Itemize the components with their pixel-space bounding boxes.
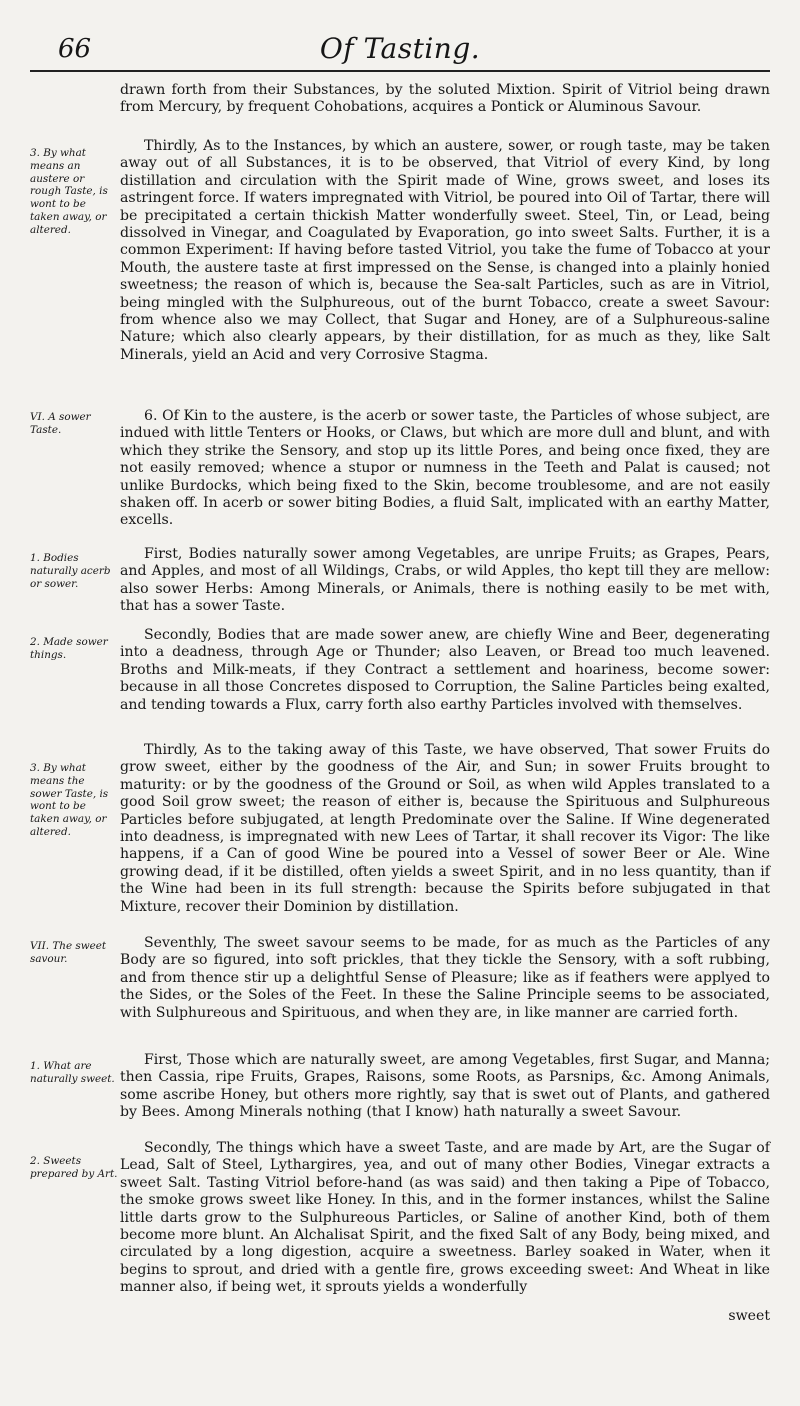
body-paragraph: First, Bodies naturally sower among Vegetables, are unripe Fruits; as Grapes, Pears, and Apples, and most of all Wildings, Crabs, or wild Apples, tho kept till they are mellow: also sower Herbs: Among Minerals, or Animals, there is nothing easily to be met with, that has a sower Taste. bbox=[120, 546, 770, 615]
page-header bbox=[30, 28, 770, 72]
running-title: Of Tasting. bbox=[319, 32, 481, 65]
header-rule bbox=[30, 70, 770, 72]
body-paragraph: Thirdly, As to the taking away of this Taste, we have observed, That sower Fruits do grow sweet, either by the goodness of the Air, and Sun; in sower Fruits brought to maturity: or by the goodness of the Ground or Soil, as when wild Apples translated to a good Soil grow sweet; the reason of either is, because the Spirituous and Sulphureous Particles before subjugated, at length Predominate over the Saline. If Wine degenerated into deadness, is impregnated with new Lees of Tartar, it shall recover its Vigor: The like happens, if a Can of good Wine be poured into a Vessel of sower Beer or Ale. Wine growing dead, if it be distilled, often yields a sweet Spirit, and in no less quantity, than if the Wine had been in its full strength: because the Spirits before subjugated in that Mixture, recover their Dominion by distillation. bbox=[120, 742, 770, 915]
body-paragraph: Thirdly, As to the Instances, by which an austere, sower, or rough taste, may be taken away out of all Substances, it is to be observed, that Vitriol of every Kind, by long distillation and circulation with the Spirit made of Wine, grows sweet, and loses its astringent force. If waters impregnated with Vitriol, be poured into Oil of Tartar, there will be precipitated a certain thickish Matter wonderfully sweet. Steel, Tin, or Lead, being dissolved in Vinegar, and Coagulated by Evaporation, go into sweet Salts. Further, it is a common Experiment: If having before tasted Vitriol, you take the fume of Tobacco at your Mouth, the austere taste at first impressed on the Sense, is changed into a plainly honied sweetness; the reason of which is, because the Sea-salt Particles, such as are in Vitriol, being mingled with the Sulphureous, out of the burnt Tobacco, create a sweet Savour: from whence also we may Collect, that Sugar and Honey, are of a Sulphureous-saline Nature; which also clearly appears, by their distillation, for as much as they, like Salt Minerals, yield an Acid and very Corrosive Stagma. bbox=[120, 138, 770, 363]
margin-note: 2. Made sower things. bbox=[30, 636, 108, 661]
margin-note: 2. Sweets prepared by Art. bbox=[30, 1155, 118, 1180]
body-paragraph: 6. Of Kin to the austere, is the acerb or sower taste, the Particles of whose subject, are indued with little Tenters or Hooks, or Claws, but which are more dull and blunt, and with which they strike the Sensory, and stop up its little Pores, and being once fixed, they are not easily removed; whence a stupor or numness in the Teeth and Palat is caused; not unlike Burdocks, which being fixed to the Skin, become troublesome, and are not easily shaken off. In acerb or sower biting Bodies, a fluid Salt, implicated with an earthy Matter, excells. bbox=[120, 408, 770, 529]
page-number: 66 bbox=[58, 34, 92, 64]
body-paragraph: First, Those which are naturally sweet, are among Vegetables, first Sugar, and Manna; then Cassia, ripe Fruits, Grapes, Raisons, some Roots, as Parsnips, &c. Among Animals, some ascribe Honey, but others more rightly, say that is swet out of Plants, and gathered by Bees. Among Minerals nothing (that I know) hath naturally a sweet Savour. bbox=[120, 1052, 770, 1121]
body-paragraph: Secondly, The things which have a sweet Taste, and are made by Art, are the Sugar of Lead, Salt of Steel, Lythargires, yea, and out of many other Bodies, Vinegar extracts a sweet Salt. Tasting Vitriol before-hand (as was said) and then taking a Pipe of Tobacco, the smoke grows sweet like Honey. In this, and in the former instances, whilst the Saline little darts grow to the Sulphureous Particles, or Saline of another Kind, both of them become more blunt. An Alchalisat Spirit, and the fixed Salt of any Body, being mixed, and circulated by a long digestion, acquire a sweetness. Barley soaked in Water, when it begins to sprout, and dried with a gentle fire, grows exceeding sweet: And Wheat in like manner also, if being wet, it sprouts yields a wonderfully bbox=[120, 1140, 770, 1296]
body-paragraph: Secondly, Bodies that are made sower anew, are chiefly Wine and Beer, degenerating into a deadness, through Age or Thunder; also Leaven, or Bread too much leavened. Broths and Milk-meats, if they Contract a settlement and hoariness, become sower: because in all those Concretes disposed to Corruption, the Saline Particles being exalted, and tending towards a Flux, carry forth also earthy Particles involved with themselves. bbox=[120, 627, 770, 713]
margin-note: 3. By what means an austere or rough Taste, is wont to be taken away, or altered. bbox=[30, 147, 108, 236]
margin-note: VI. A sower Taste. bbox=[30, 411, 91, 436]
body-paragraph: Seventhly, The sweet savour seems to be made, for as much as the Particles of any Body are so figured, into soft prickles, that they tickle the Sensory, with a soft rubbing, and from thence stir up a delightful Sense of Pleasure; like as if feathers were applyed to the Sides, or the Soles of the Feet. In these the Saline Principle seems to be associated, with Sulphureous and Spirituous, and when they are, in like manner are carried forth. bbox=[120, 935, 770, 1021]
body-paragraph: drawn forth from their Substances, by the soluted Mixtion. Spirit of Vitriol being drawn from Mercury, by frequent Cohobations, acquires a Pontick or Aluminous Savour. bbox=[120, 82, 770, 116]
margin-note: 1. Bodies naturally acerb or sower. bbox=[30, 552, 111, 590]
margin-note: 1. What are naturally sweet. bbox=[30, 1060, 115, 1085]
catchword: sweet bbox=[728, 1308, 770, 1324]
margin-note: 3. By what means the sower Taste, is wont to be taken away, or altered. bbox=[30, 762, 109, 838]
margin-note: VII. The sweet savour. bbox=[30, 940, 107, 965]
